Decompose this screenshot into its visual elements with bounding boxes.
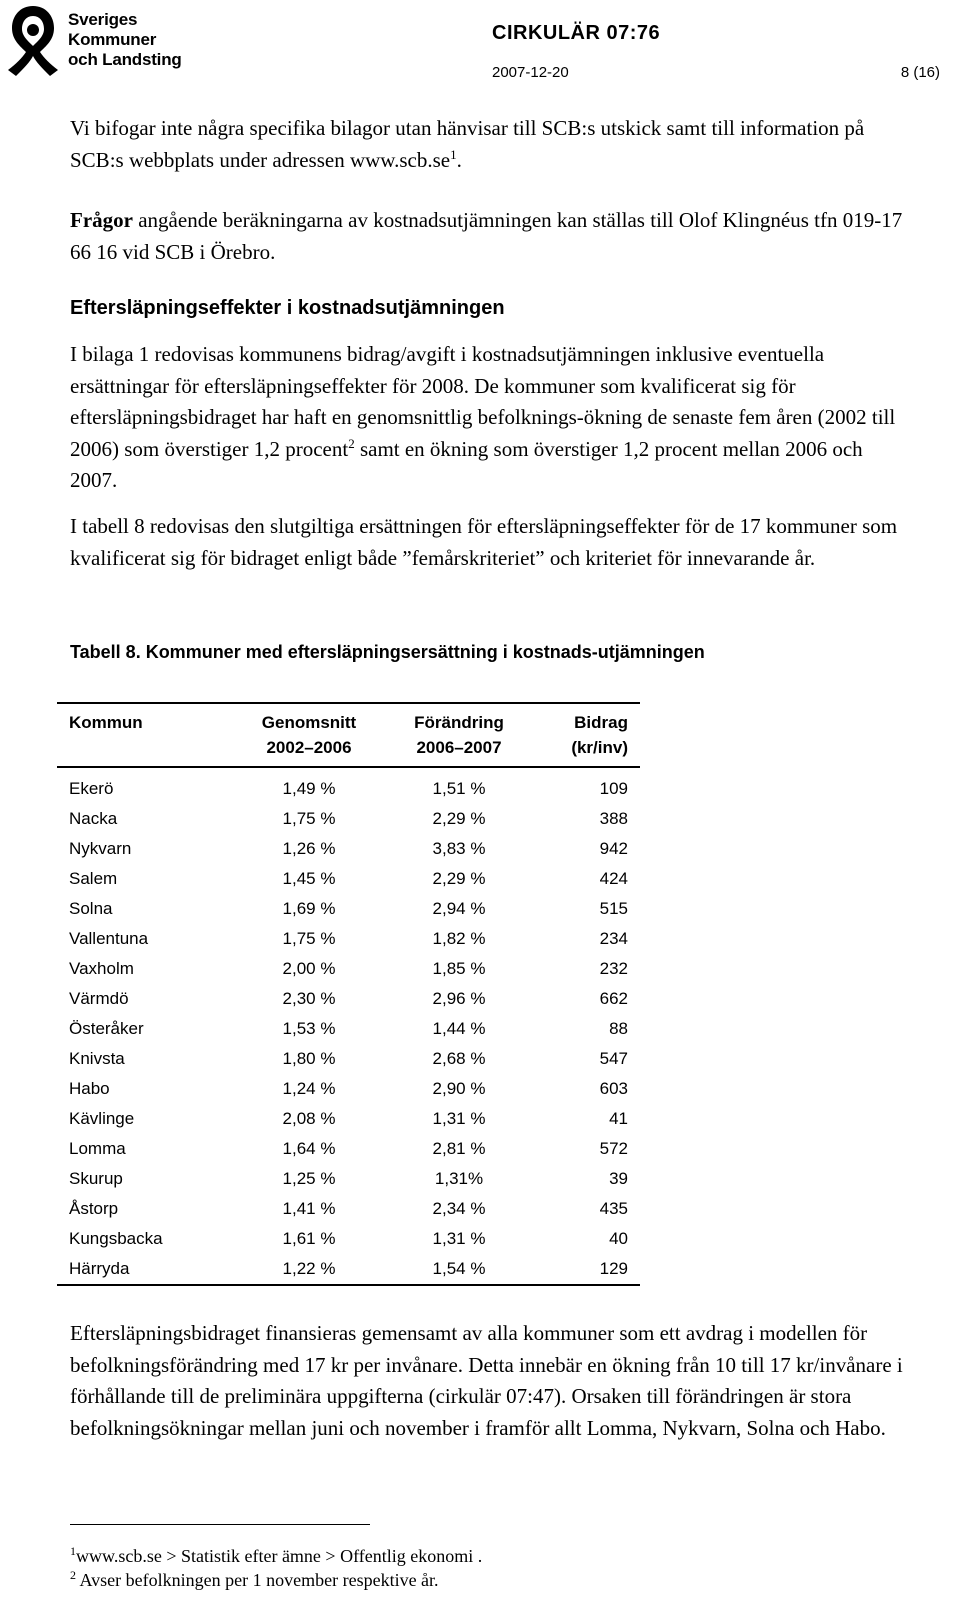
cell-genomsnitt: 1,26 % (282, 839, 336, 858)
cell-kommun: Värmdö (69, 989, 129, 1008)
table-row (57, 1074, 640, 1104)
cell-bidrag: 109 (599, 779, 628, 798)
cell-forandring: 2,29 % (432, 869, 486, 888)
cell-forandring: 1,44 % (432, 1019, 486, 1038)
cell-forandring: 2,94 % (432, 899, 486, 918)
cell-bidrag: 424 (599, 869, 628, 888)
cell-bidrag: 515 (599, 899, 628, 918)
cell-kommun: Habo (69, 1079, 110, 1098)
cell-genomsnitt: 1,64 % (282, 1139, 336, 1158)
footnote-2 (70, 1568, 439, 1592)
cell-genomsnitt: 2,30 % (282, 989, 336, 1008)
cell-forandring: 3,83 % (432, 839, 486, 858)
table-row (57, 804, 640, 834)
footnote-text: Avser befolkningen per 1 november respektive år. (76, 1570, 439, 1590)
cell-forandring: 2,29 % (432, 809, 486, 828)
cell-kommun: Lomma (69, 1139, 126, 1158)
footnote-ref-2[interactable]: 2 (348, 435, 355, 451)
table-row (57, 1014, 640, 1044)
cell-kommun: Nykvarn (69, 839, 132, 858)
table-row (57, 767, 640, 804)
paragraph-text: Vi bifogar inte några specifika bilagor utan hänvisar till SCB:s utskick samt till information på SCB:s webbplats under adressen www.scb.se (70, 116, 865, 172)
page-number: 8 (16) (900, 64, 940, 81)
table-row (57, 984, 640, 1014)
cell-bidrag: 232 (599, 959, 628, 978)
cell-forandring: 1,85 % (432, 959, 486, 978)
cell-forandring: 2,90 % (432, 1079, 486, 1098)
cell-kommun: Härryda (69, 1259, 130, 1278)
cell-bidrag: 435 (599, 1199, 628, 1218)
cell-genomsnitt: 1,49 % (282, 779, 336, 798)
cell-genomsnitt: 1,24 % (282, 1079, 336, 1098)
column-header-genomsnitt: Genomsnitt 2002–2006 (261, 713, 357, 757)
logo-line-3: och Landsting (68, 50, 182, 69)
cell-bidrag: 603 (599, 1079, 628, 1098)
cell-forandring: 1,54 % (432, 1259, 486, 1278)
cell-genomsnitt: 1,80 % (282, 1049, 336, 1068)
circular-number: CIRKULÄR 07:76 (492, 22, 661, 44)
paragraph-text: angående beräkningarna av kostnadsutjämningen kan ställas till Olof Klingnéus tfn 019-17 66 16 vid SCB i Örebro. (70, 208, 903, 264)
cell-kommun: Salem (69, 869, 118, 888)
paragraph-end: . (456, 147, 462, 172)
cell-genomsnitt: 1,53 % (282, 1019, 336, 1038)
cell-kommun: Ekerö (69, 779, 114, 798)
logo-line-1: Sveriges (68, 10, 138, 29)
logo-line-2: Kommuner (68, 30, 157, 49)
data-table (57, 702, 640, 1286)
table-row (57, 1164, 640, 1194)
table-caption: Tabell 8. Kommuner med eftersläpningsersättning i kostnads-utjämningen (70, 642, 705, 662)
table-row (57, 1194, 640, 1224)
cell-forandring: 1,51 % (432, 779, 486, 798)
table-row (57, 834, 640, 864)
footnote-1 (70, 1544, 482, 1568)
table-row (57, 924, 640, 954)
table-row (57, 894, 640, 924)
section-heading: Eftersläpningseffekter i kostnadsutjämningen (70, 297, 505, 319)
cell-bidrag: 388 (599, 809, 628, 828)
paragraph-text: I bilaga 1 redovisas kommunens bidrag/avgift i kostnadsutjämningen inklusive eventuella ersättningar för eftersläpningseffekter för 2008. De kommuner som kvalificerat sig för eftersläpningsbidraget har haft en genomsnittlig befolknings-ökning de senaste fem åren (2002 till 2006) som överstiger 1,2 procent (70, 342, 896, 461)
cell-kommun: Kävlinge (69, 1109, 135, 1128)
cell-bidrag: 942 (599, 839, 628, 858)
cell-bidrag: 547 (599, 1049, 628, 1068)
table-row (57, 864, 640, 894)
cell-bidrag: 41 (609, 1109, 628, 1128)
document-date: 2007-12-20 (492, 64, 569, 81)
cell-bidrag: 129 (599, 1259, 628, 1278)
cell-kommun: Vallentuna (69, 929, 149, 948)
table-row (57, 954, 640, 984)
cell-genomsnitt: 1,75 % (282, 809, 336, 828)
cell-genomsnitt: 2,08 % (282, 1109, 336, 1128)
footnote-number: 1 (70, 1544, 76, 1558)
paragraph-questions (70, 205, 910, 268)
table-row (57, 1044, 640, 1074)
cell-bidrag: 234 (599, 929, 628, 948)
table-row (57, 1134, 640, 1164)
paragraph-text-cont: samt en ökning som överstiger 1,2 procent mellan 2006 och 2007. (70, 436, 863, 492)
cell-forandring: 1,31 % (432, 1229, 486, 1248)
cell-forandring: 2,34 % (432, 1199, 486, 1218)
cell-kommun: Kungsbacka (69, 1229, 163, 1248)
cell-bidrag: 662 (599, 989, 628, 1008)
table-header-row (57, 703, 640, 767)
table-row (57, 1224, 640, 1254)
footnote-separator (70, 1524, 370, 1525)
column-header-kommun: Kommun (69, 713, 143, 732)
cell-bidrag: 39 (609, 1169, 628, 1188)
cell-bidrag: 88 (609, 1019, 628, 1038)
cell-genomsnitt: 2,00 % (282, 959, 336, 978)
table-row (57, 1104, 640, 1134)
cell-forandring: 1,31% (434, 1169, 484, 1188)
logo-emblem-icon (2, 2, 64, 80)
cell-forandring: 2,96 % (432, 989, 486, 1008)
cell-kommun: Österåker (69, 1019, 144, 1038)
paragraph-financing: Eftersläpningsbidraget finansieras gemensamt av alla kommuner som ett avdrag i modellen för befolkningsförändring med 17 kr per invånare. Detta innebär en ökning från 10 till 17 kr/invånare i förhållande till de preliminära uppgifterna (cirkulär 07:47). Orsaken till förändringen är stora befolkningsökningar mellan juni och november i framför allt Lomma, Nykvarn, Solna och Habo. (70, 1321, 903, 1440)
table-row (57, 1254, 640, 1285)
cell-bidrag: 572 (599, 1139, 628, 1158)
column-header-bidrag: Bidrag (kr/inv) (571, 713, 628, 757)
cell-forandring: 1,82 % (432, 929, 486, 948)
cell-kommun: Knivsta (69, 1049, 125, 1068)
cell-kommun: Åstorp (69, 1199, 119, 1218)
paragraph-bilaga (70, 339, 910, 497)
cell-forandring: 2,81 % (432, 1139, 486, 1158)
cell-forandring: 1,31 % (432, 1109, 486, 1128)
questions-label: Frågor (70, 208, 133, 232)
cell-genomsnitt: 1,22 % (282, 1259, 336, 1278)
cell-genomsnitt: 1,45 % (282, 869, 336, 888)
cell-genomsnitt: 1,25 % (282, 1169, 336, 1188)
cell-kommun: Vaxholm (69, 959, 134, 978)
cell-genomsnitt: 1,69 % (282, 899, 336, 918)
cell-bidrag: 40 (609, 1229, 628, 1248)
cell-kommun: Skurup (69, 1169, 123, 1188)
cell-genomsnitt: 1,41 % (282, 1199, 336, 1218)
cell-genomsnitt: 1,61 % (282, 1229, 336, 1248)
cell-genomsnitt: 1,75 % (282, 929, 336, 948)
cell-kommun: Solna (69, 899, 113, 918)
cell-forandring: 2,68 % (432, 1049, 486, 1068)
paragraph-tabell: I tabell 8 redovisas den slutgiltiga ersättningen för eftersläpningseffekter för de 17 kommuner som kvalificerat sig för bidraget enligt både ”femårskriteriet” och kriteriet för innevarande år. (70, 514, 898, 570)
paragraph-scb-reference (70, 113, 910, 176)
column-header-forandring: Förändring 2006–2007 (414, 713, 504, 757)
footnote-text: www.scb.se > Statistik efter ämne > Offentlig ekonomi . (76, 1546, 483, 1566)
footnote-ref-1[interactable]: 1 (450, 146, 457, 162)
organization-logo (2, 2, 187, 82)
cell-kommun: Nacka (69, 809, 118, 828)
footnote-number: 2 (70, 1568, 76, 1582)
